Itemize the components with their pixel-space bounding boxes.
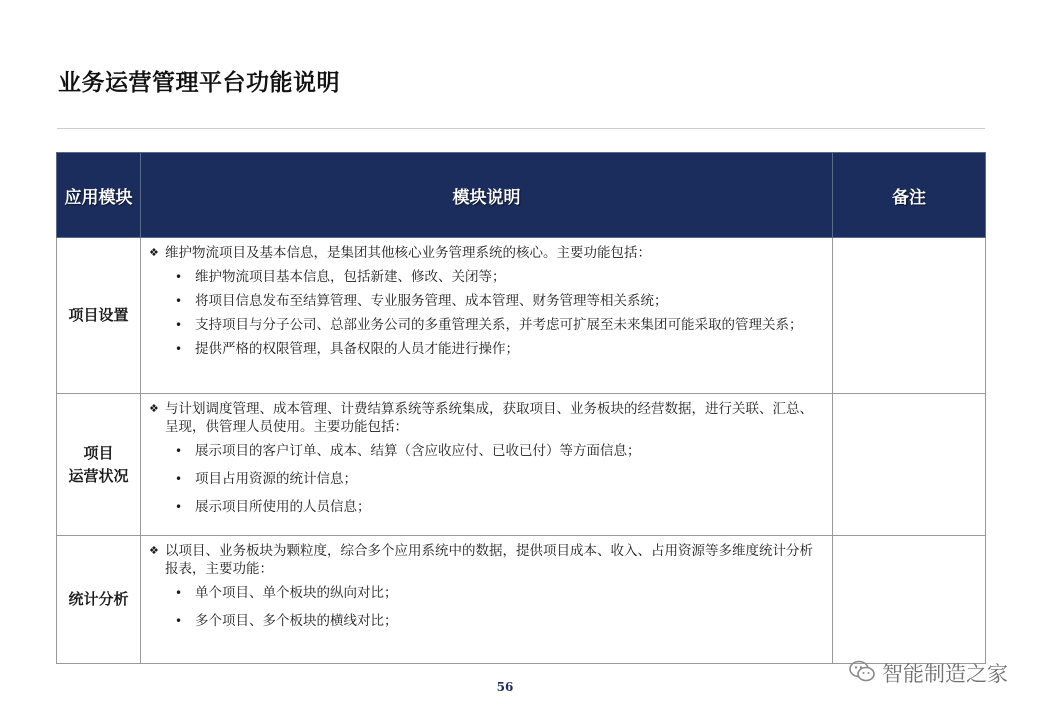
bullet-text: 提供严格的权限管理，具备权限的人员才能进行操作； (195, 341, 519, 357)
module-name: 统计分析 (57, 536, 141, 664)
list-item (149, 316, 826, 334)
table-header-row (57, 153, 986, 238)
bullet-dot-icon: • (175, 500, 183, 514)
page-title: 业务运营管理平台功能说明 (58, 70, 340, 96)
diamond-bullet-icon: ❖ (149, 402, 159, 415)
title-divider (57, 128, 985, 129)
lead-text: 维护物流项目及基本信息，是集团其他核心业务管理系统的核心。主要功能包括： (165, 245, 651, 261)
bullet-text: 单个项目、单个板块的纵向对比； (195, 585, 398, 601)
note-cell (833, 394, 986, 536)
bullet-dot-icon: • (175, 444, 183, 458)
lead-text: 与计划调度管理、成本管理、计费结算系统等系统集成，获取项目、业务板块的经营数据，进行关联、汇总、呈现，供管理人员使用。主要功能包括： (165, 401, 813, 435)
bullet-text: 维护物流项目基本信息，包括新建、修改、关闭等； (195, 269, 506, 285)
list-item (149, 612, 826, 630)
bullet-dot-icon: • (175, 318, 183, 332)
bullet-text: 支持项目与分子公司、总部业务公司的多重管理关系，并考虑可扩展至未来集团可能采取的管理关系； (195, 317, 803, 333)
list-item (149, 498, 826, 516)
list-item (149, 292, 826, 310)
bullet-dot-icon: • (175, 270, 183, 284)
table-row (57, 536, 986, 664)
watermark-text: 智能制造之家 (882, 662, 1008, 686)
bullet-dot-icon: • (175, 294, 183, 308)
list-item (149, 584, 826, 602)
header-note: 备注 (833, 153, 986, 238)
page-number: 56 (496, 680, 514, 694)
diamond-bullet-icon: ❖ (149, 544, 159, 557)
lead-item (149, 400, 826, 436)
list-item (149, 442, 826, 460)
list-item (149, 340, 826, 358)
lead-item (149, 244, 826, 262)
module-description (141, 536, 833, 664)
module-description (141, 238, 833, 394)
module-name (57, 394, 141, 536)
bullet-list (149, 268, 826, 358)
note-cell (833, 238, 986, 394)
list-item (149, 470, 826, 488)
wechat-icon (848, 659, 876, 688)
header-description: 模块说明 (141, 153, 833, 238)
bullet-dot-icon: • (175, 472, 183, 486)
bullet-dot-icon: • (175, 342, 183, 356)
module-name: 项目设置 (57, 238, 141, 394)
function-table (56, 152, 986, 664)
module-description (141, 394, 833, 536)
lead-item (149, 542, 826, 578)
lead-text: 以项目、业务板块为颗粒度，综合多个应用系统中的数据，提供项目成本、收入、占用资源等多维度统计分析报表，主要功能： (165, 543, 813, 577)
header-module: 应用模块 (57, 153, 141, 238)
note-cell (833, 536, 986, 664)
list-item (149, 268, 826, 286)
bullet-text: 展示项目所使用的人员信息； (195, 499, 371, 515)
diamond-bullet-icon: ❖ (149, 246, 159, 259)
bullet-text: 将项目信息发布至结算管理、专业服务管理、成本管理、财务管理等相关系统； (195, 293, 668, 309)
bullet-list (149, 442, 826, 516)
module-name-line: 运营状况 (68, 466, 129, 485)
bullet-list (149, 584, 826, 630)
module-name-line: 项目 (83, 443, 114, 462)
watermark (848, 658, 1008, 688)
bullet-text: 展示项目的客户订单、成本、结算（含应收应付、已收已付）等方面信息； (195, 443, 641, 459)
bullet-dot-icon: • (175, 614, 183, 628)
bullet-dot-icon: • (175, 586, 183, 600)
bullet-text: 多个项目、多个板块的横线对比； (195, 613, 398, 629)
bullet-text: 项目占用资源的统计信息； (195, 471, 357, 487)
table-row (57, 394, 986, 536)
table-row (57, 238, 986, 394)
